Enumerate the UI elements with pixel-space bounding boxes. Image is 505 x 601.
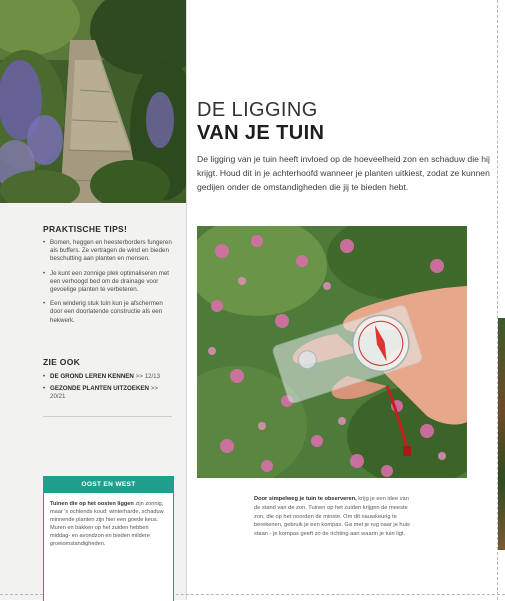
see-also-link-label: DE GROND LEREN KENNEN [50, 373, 134, 380]
page-title-light: DE LIGGING [197, 99, 318, 121]
see-also-link-label: GEZONDE PLANTEN UITZOEKEN [50, 385, 150, 392]
tips-list [43, 239, 173, 331]
compass-illustration [197, 226, 467, 478]
tips-heading: PRAKTISCHE TIPS! [43, 224, 128, 234]
see-also-link[interactable] [43, 373, 173, 381]
info-box-text: zijn zonnig, maar 's ochtends koud: winterharde, schaduw minnende planten zijn hier een goede keus. Muren en bakken op het zuiden hebben middag- en avondzon en bieden mildere groeiomstandigheden. [50, 501, 164, 547]
info-box-body [44, 493, 173, 548]
see-also-link-pages: >> 12/13 [135, 373, 161, 380]
garden-path-illustration [0, 0, 186, 203]
divider [43, 416, 172, 417]
tip-item: • Je kunt een zonnige plek optimaliseren met een verhoogd bed om de drainage voor gevoelige planten te verbeteren. [43, 270, 173, 295]
tip-item: • Bomen, heggen en heesterborders fungeren als buffers. Ze vertragen de wind en bieden beschutting aan planten en mensen. [43, 239, 173, 264]
see-also-heading: ZIE OOK [43, 357, 81, 367]
page-title-bold: VAN JE TUIN [197, 122, 325, 144]
info-box-title: OOST EN WEST [44, 477, 173, 493]
photo-caption-lead: Door simpelweg je tuin te observeren, [254, 496, 357, 502]
column-divider [186, 0, 187, 600]
compass-in-hand-photo [197, 226, 467, 478]
see-also-list [43, 373, 173, 405]
garden-path-photo [0, 0, 186, 203]
photo-caption [254, 495, 414, 539]
info-box-lead: Tuinen die op het oosten liggen [50, 501, 134, 507]
next-page-edge-photo [498, 318, 505, 550]
see-also-link[interactable] [43, 385, 173, 401]
info-box [43, 476, 174, 601]
intro-paragraph: De ligging van je tuin heeft invloed op de hoeveelheid zon en schaduw die hij krijgt. Houd dit in je achterhoofd wanneer je planten uitkiest, zodat ze kunnen gedijen onder de omstandigheden die jij te bieden hebt. [197, 154, 490, 192]
tip-item: • Een winderig stuk tuin kun je afschermen door een doorlatende constructie als een hekwerk. [43, 300, 173, 325]
photo-caption-text: krijg je een idee van de stand van de zon. Tuinen op het zuiden krijgen de meeste zon, die op het noorden de minste. Om dit nauwkeurig te berekenen, gebruik je een kompas. Ga met je rug naar je huis staan - je kompas geeft zo de richting aan waarin je tuin ligt. [254, 496, 410, 538]
see-also-link-pages: >> 20/21 [50, 385, 158, 400]
